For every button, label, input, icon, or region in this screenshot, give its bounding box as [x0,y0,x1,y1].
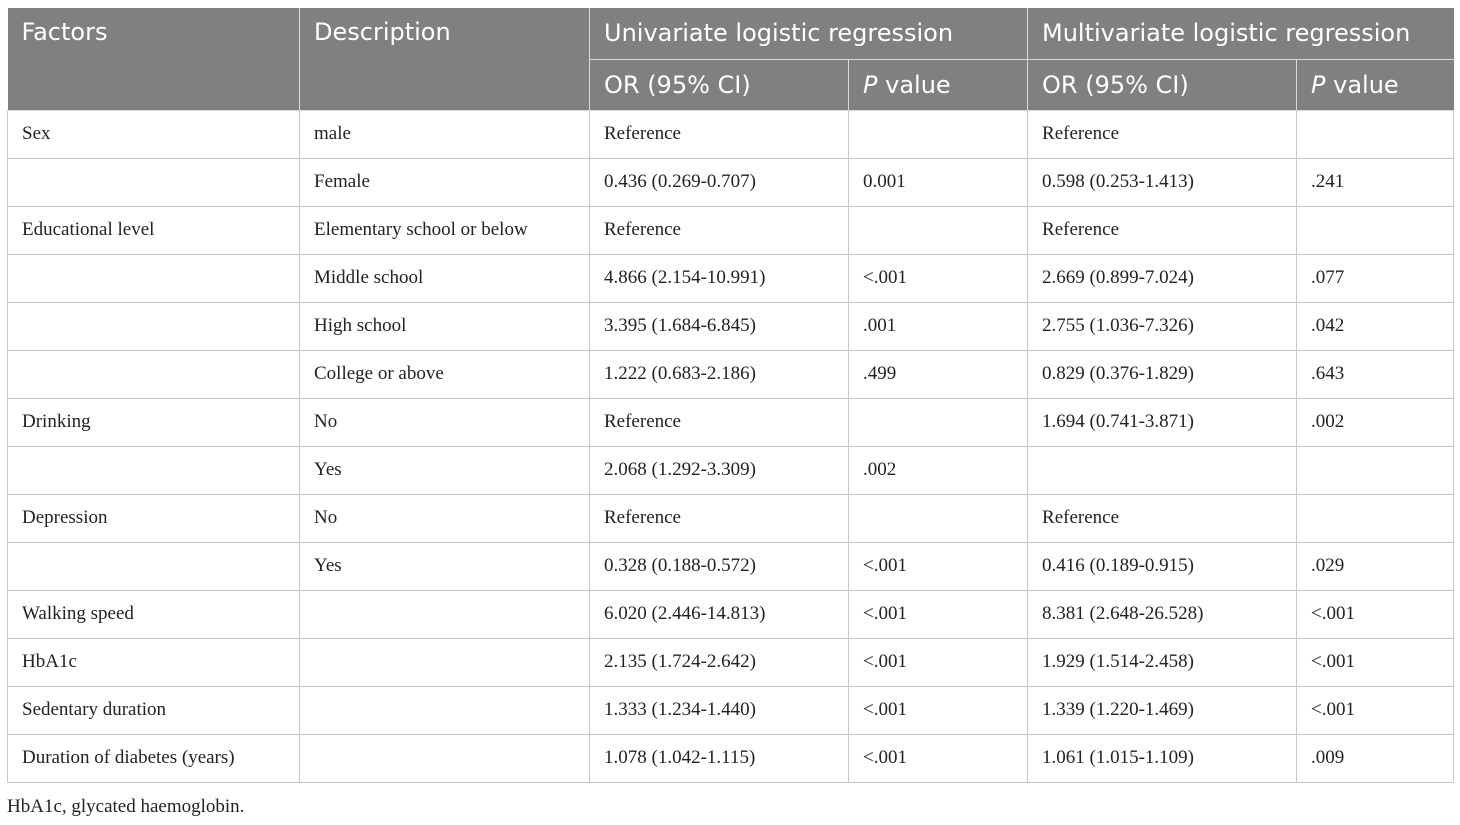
table-row [8,590,1454,638]
regression-table-container [7,8,1453,783]
table-body [8,110,1454,782]
cell-univariate-or: 2.068 (1.292-3.309) [590,446,849,494]
cell-multivariate-or [1028,446,1297,494]
table-row [8,446,1454,494]
cell-factor: Walking speed [8,590,300,638]
cell-univariate-or: 0.436 (0.269-0.707) [590,158,849,206]
cell-multivariate-or: 1.061 (1.015-1.109) [1028,734,1297,782]
table-header [8,8,1454,110]
cell-multivariate-p: <.001 [1297,686,1454,734]
cell-multivariate-or: 0.416 (0.189-0.915) [1028,542,1297,590]
cell-univariate-or: 1.078 (1.042-1.115) [590,734,849,782]
cell-description: Middle school [300,254,590,302]
cell-multivariate-or: 8.381 (2.648-26.528) [1028,590,1297,638]
table-row [8,686,1454,734]
cell-multivariate-p [1297,110,1454,158]
cell-factor [8,350,300,398]
cell-univariate-p: <.001 [849,638,1028,686]
cell-multivariate-or: 2.755 (1.036-7.326) [1028,302,1297,350]
cell-univariate-p: 0.001 [849,158,1028,206]
cell-multivariate-p: .643 [1297,350,1454,398]
table-row [8,254,1454,302]
cell-univariate-p [849,494,1028,542]
cell-description [300,734,590,782]
table-footnote: HbA1c, glycated haemoglobin. [7,796,245,817]
cell-description [300,686,590,734]
table-row [8,350,1454,398]
cell-multivariate-p [1297,494,1454,542]
cell-univariate-p [849,110,1028,158]
cell-factor: Drinking [8,398,300,446]
p-rest: value [1325,70,1399,99]
header-univariate-p [849,59,1028,110]
cell-univariate-p: <.001 [849,542,1028,590]
header-univariate: Univariate logistic regression [590,8,1028,59]
cell-factor [8,302,300,350]
cell-description: Yes [300,542,590,590]
cell-univariate-or: 6.020 (2.446-14.813) [590,590,849,638]
cell-univariate-or: 1.222 (0.683-2.186) [590,350,849,398]
header-univariate-or: OR (95% CI) [590,59,849,110]
header-multivariate-or: OR (95% CI) [1028,59,1297,110]
header-description: Description [300,8,590,110]
header-multivariate-p [1297,59,1454,110]
cell-univariate-or: 1.333 (1.234-1.440) [590,686,849,734]
cell-multivariate-or: Reference [1028,110,1297,158]
cell-multivariate-p: .009 [1297,734,1454,782]
cell-univariate-p: <.001 [849,590,1028,638]
cell-univariate-p [849,206,1028,254]
cell-univariate-p: <.001 [849,254,1028,302]
cell-univariate-or: 3.395 (1.684-6.845) [590,302,849,350]
cell-description: male [300,110,590,158]
cell-univariate-p: .001 [849,302,1028,350]
table-row [8,398,1454,446]
cell-multivariate-or: Reference [1028,494,1297,542]
cell-multivariate-p [1297,206,1454,254]
cell-univariate-p [849,398,1028,446]
cell-multivariate-or: 1.929 (1.514-2.458) [1028,638,1297,686]
cell-univariate-or: Reference [590,110,849,158]
cell-factor: Duration of diabetes (years) [8,734,300,782]
cell-multivariate-p [1297,446,1454,494]
cell-description: Elementary school or below [300,206,590,254]
table-row [8,494,1454,542]
cell-factor: Depression [8,494,300,542]
cell-description [300,638,590,686]
table-row [8,302,1454,350]
table-row [8,734,1454,782]
cell-univariate-p: <.001 [849,686,1028,734]
cell-multivariate-or: 0.829 (0.376-1.829) [1028,350,1297,398]
cell-multivariate-or: 1.339 (1.220-1.469) [1028,686,1297,734]
cell-univariate-p: <.001 [849,734,1028,782]
cell-multivariate-p: .002 [1297,398,1454,446]
cell-description: No [300,494,590,542]
cell-description: No [300,398,590,446]
regression-table [7,8,1454,783]
cell-factor: Educational level [8,206,300,254]
p-rest: value [877,70,951,99]
cell-multivariate-p: <.001 [1297,638,1454,686]
cell-description: High school [300,302,590,350]
cell-multivariate-p: .042 [1297,302,1454,350]
table-row [8,206,1454,254]
cell-multivariate-p: <.001 [1297,590,1454,638]
cell-univariate-or: 2.135 (1.724-2.642) [590,638,849,686]
cell-univariate-or: 0.328 (0.188-0.572) [590,542,849,590]
cell-multivariate-p: .241 [1297,158,1454,206]
cell-univariate-or: 4.866 (2.154-10.991) [590,254,849,302]
cell-multivariate-or: 0.598 (0.253-1.413) [1028,158,1297,206]
cell-multivariate-or: Reference [1028,206,1297,254]
cell-multivariate-or: 2.669 (0.899-7.024) [1028,254,1297,302]
table-row [8,638,1454,686]
cell-multivariate-or: 1.694 (0.741-3.871) [1028,398,1297,446]
cell-multivariate-p: .077 [1297,254,1454,302]
cell-univariate-or: Reference [590,494,849,542]
p-italic: P [1311,70,1326,99]
cell-description: Female [300,158,590,206]
cell-factor [8,542,300,590]
cell-description: Yes [300,446,590,494]
cell-univariate-p: .499 [849,350,1028,398]
cell-univariate-or: Reference [590,398,849,446]
cell-factor: HbA1c [8,638,300,686]
header-multivariate: Multivariate logistic regression [1028,8,1454,59]
cell-multivariate-p: .029 [1297,542,1454,590]
header-factors: Factors [8,8,300,110]
cell-factor [8,158,300,206]
table-row [8,158,1454,206]
table-row [8,542,1454,590]
table-row [8,110,1454,158]
cell-description [300,590,590,638]
cell-univariate-or: Reference [590,206,849,254]
cell-factor [8,254,300,302]
cell-description: College or above [300,350,590,398]
p-italic: P [863,70,878,99]
cell-factor: Sex [8,110,300,158]
cell-univariate-p: .002 [849,446,1028,494]
cell-factor: Sedentary duration [8,686,300,734]
cell-factor [8,446,300,494]
